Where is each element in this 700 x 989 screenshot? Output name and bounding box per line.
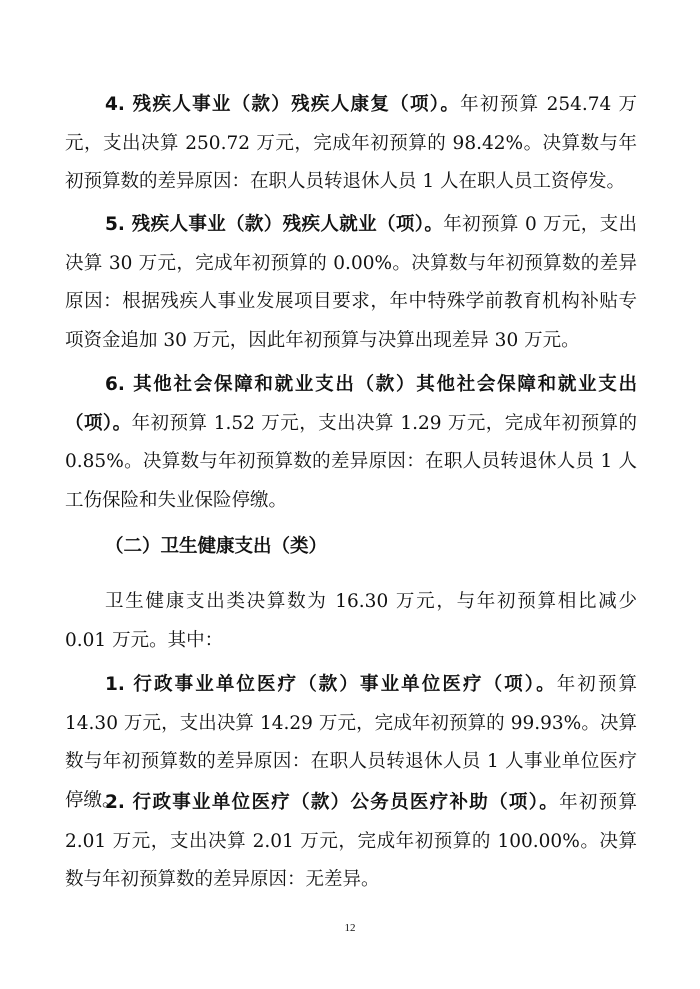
item-4-title: 4. 残疾人事业（款）残疾人康复（项）。 bbox=[105, 94, 461, 115]
item-4-paragraph bbox=[65, 86, 637, 202]
item-4-body: 年初预算 254.74 万元，支出决算 250.72 万元，完成年初预算的 98.42%。决算数与年初预算数的差异原因：在职人员转退休人员 1 人在职人员工资停发。 bbox=[65, 94, 638, 192]
page-number: 12 bbox=[344, 922, 356, 934]
item-5-title: 5. 残疾人事业（款）残疾人就业（项）。 bbox=[105, 214, 444, 235]
item-5-paragraph bbox=[65, 206, 637, 360]
health-item-2-title: 2. 行政事业单位医疗（款）公务员医疗补助（项）。 bbox=[105, 792, 560, 813]
section-intro: 卫生健康支出类决算数为 16.30 万元，与年初预算相比减少 0.01 万元。其中： bbox=[65, 591, 637, 651]
health-item-1-title: 1. 行政事业单位医疗（款）事业单位医疗（项）。 bbox=[105, 674, 557, 695]
item-6-body: 年初预算 1.52 万元，支出决算 1.29 万元，完成年初预算的 0.85%。决算数与年初预算数的差异原因：在职人员转退休人员 1 人工伤保险和失业保险停缴。 bbox=[65, 412, 637, 511]
health-item-2-paragraph bbox=[65, 784, 637, 900]
health-item-2-body: 年初预算 2.01 万元，支出决算 2.01 万元，完成年初预算的 100.00%。决算数与年初预算数的差异原因：无差异。 bbox=[65, 792, 637, 890]
item-6-paragraph bbox=[65, 366, 637, 520]
item-5-body: 年初预算 0 万元，支出决算 30 万元，完成年初预算的 0.00%。决算数与年初预算数的差异原因：根据残疾人事业发展项目要求，年中特殊学前教育机构补贴专项资金追加 30 万元，因此年初预算与决算出现差异 30 万元。 bbox=[65, 214, 637, 351]
section-heading: （二）卫生健康支出（类） bbox=[105, 536, 328, 557]
item-6-title: 6. 其他社会保障和就业支出（款）其他社会保障和就业支出（项）。 bbox=[65, 374, 637, 434]
health-item-1-body: 年初预算 14.30 万元，支出决算 14.29 万元，完成年初预算的 99.93%。决算数与年初预算数的差异原因：在职人员转退休人员 1 人事业单位医疗停缴。 bbox=[65, 674, 637, 811]
